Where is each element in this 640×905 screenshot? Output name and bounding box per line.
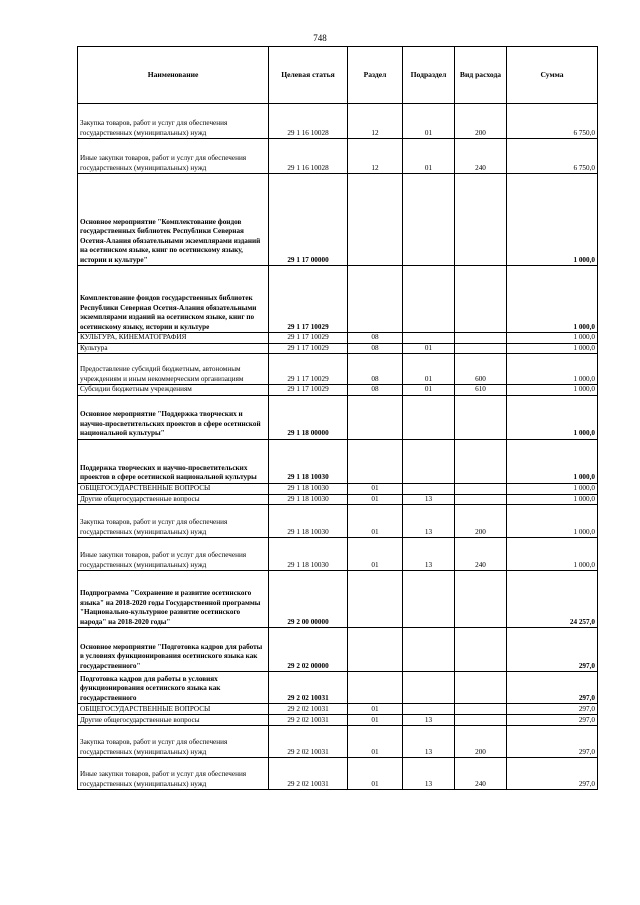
row-target: 29 1 18 10030 <box>269 439 348 483</box>
row-sum: 1 000,0 <box>507 395 598 439</box>
row-target: 29 1 17 10029 <box>269 385 348 396</box>
table-row <box>78 538 598 571</box>
row-subsection: 01 <box>403 343 455 354</box>
row-subsection <box>403 174 455 266</box>
row-target: 29 1 18 10030 <box>269 494 348 505</box>
row-target: 29 2 02 10031 <box>269 715 348 726</box>
row-subsection <box>403 672 455 704</box>
row-expense <box>455 395 507 439</box>
row-section <box>348 439 403 483</box>
row-target: 29 1 18 10030 <box>269 505 348 538</box>
row-section: 12 <box>348 139 403 174</box>
table-row <box>78 343 598 354</box>
row-subsection <box>403 395 455 439</box>
row-expense <box>455 174 507 266</box>
row-target: 29 1 17 10029 <box>269 266 348 333</box>
row-subsection: 01 <box>403 139 455 174</box>
row-sum: 297,0 <box>507 704 598 715</box>
row-expense <box>455 628 507 672</box>
row-target: 29 1 17 00000 <box>269 174 348 266</box>
row-name: Иные закупки товаров, работ и услуг для обеспечения государственных (муниципальных) нужд <box>78 758 269 790</box>
row-section: 08 <box>348 333 403 344</box>
row-name: ОБЩЕГОСУДАРСТВЕННЫЕ ВОПРОСЫ <box>78 704 269 715</box>
table-row <box>78 494 598 505</box>
row-expense <box>455 494 507 505</box>
row-expense <box>455 571 507 628</box>
row-target: 29 1 16 10028 <box>269 139 348 174</box>
row-name: Основное мероприятие "Поддержка творческих и научно-просветительских проектов в сфере осетинской национальной культуры" <box>78 395 269 439</box>
row-sum: 1 000,0 <box>507 494 598 505</box>
row-sum: 24 257,0 <box>507 571 598 628</box>
row-section: 01 <box>348 538 403 571</box>
row-expense: 200 <box>455 726 507 758</box>
row-expense <box>455 333 507 344</box>
row-name: Другие общегосударственные вопросы <box>78 494 269 505</box>
row-sum: 297,0 <box>507 672 598 704</box>
row-name: Закупка товаров, работ и услуг для обеспечения государственных (муниципальных) нужд <box>78 505 269 538</box>
row-expense: 240 <box>455 139 507 174</box>
row-sum: 6 750,0 <box>507 104 598 139</box>
row-name: Основное мероприятие "Комплектование фондов государственных библиотек Республики Северная Осетия-Алания обязательными экземплярами изданий на осетинском языке, книг по осетинскому языку, истории и культуре" <box>78 174 269 266</box>
row-target: 29 1 17 10029 <box>269 333 348 344</box>
row-target: 29 2 02 10031 <box>269 758 348 790</box>
row-subsection: 01 <box>403 104 455 139</box>
row-sum: 1 000,0 <box>507 483 598 494</box>
row-expense: 200 <box>455 505 507 538</box>
row-expense <box>455 715 507 726</box>
row-name: КУЛЬТУРА, КИНЕМАТОГРАФИЯ <box>78 333 269 344</box>
row-subsection <box>403 333 455 344</box>
row-expense <box>455 439 507 483</box>
row-subsection: 13 <box>403 538 455 571</box>
row-subsection <box>403 483 455 494</box>
row-sum: 1 000,0 <box>507 439 598 483</box>
row-expense: 240 <box>455 538 507 571</box>
row-subsection: 13 <box>403 715 455 726</box>
row-section: 08 <box>348 343 403 354</box>
header-subsection: Подраздел <box>403 47 455 104</box>
row-target: 29 1 17 10029 <box>269 343 348 354</box>
row-subsection <box>403 439 455 483</box>
row-sum: 1 000,0 <box>507 174 598 266</box>
row-name: Закупка товаров, работ и услуг для обеспечения государственных (муниципальных) нужд <box>78 726 269 758</box>
row-sum: 297,0 <box>507 726 598 758</box>
row-sum: 297,0 <box>507 715 598 726</box>
row-section: 01 <box>348 758 403 790</box>
row-section: 01 <box>348 715 403 726</box>
row-subsection: 13 <box>403 726 455 758</box>
row-name: Иные закупки товаров, работ и услуг для обеспечения государственных (муниципальных) нужд <box>78 139 269 174</box>
page-number: 748 <box>313 33 327 43</box>
row-section: 01 <box>348 483 403 494</box>
table-row <box>78 483 598 494</box>
table-row <box>78 139 598 174</box>
row-subsection: 01 <box>403 354 455 385</box>
row-name: Другие общегосударственные вопросы <box>78 715 269 726</box>
row-target: 29 1 18 10030 <box>269 483 348 494</box>
row-subsection <box>403 628 455 672</box>
table-row <box>78 672 598 704</box>
row-target: 29 2 02 10031 <box>269 672 348 704</box>
row-subsection: 13 <box>403 494 455 505</box>
row-target: 29 2 02 10031 <box>269 704 348 715</box>
table-row <box>78 385 598 396</box>
row-name: Подпрограмма "Сохранение и развитие осетинского языка" на 2018-2020 годы Государственной программы "Национально-культурное развитие осетинского народа" на 2018-2020 годы" <box>78 571 269 628</box>
row-expense <box>455 672 507 704</box>
row-name: Иные закупки товаров, работ и услуг для обеспечения государственных (муниципальных) нужд <box>78 538 269 571</box>
row-expense: 200 <box>455 104 507 139</box>
row-expense: 600 <box>455 354 507 385</box>
row-section: 12 <box>348 104 403 139</box>
row-section <box>348 395 403 439</box>
row-expense <box>455 483 507 494</box>
row-subsection <box>403 571 455 628</box>
row-subsection: 13 <box>403 505 455 538</box>
table-row <box>78 704 598 715</box>
row-section <box>348 571 403 628</box>
row-target: 29 1 16 10028 <box>269 104 348 139</box>
header-target: Целевая статья <box>269 47 348 104</box>
row-name: Предоставление субсидий бюджетным, автономным учреждениям и иным некоммерческим организациям <box>78 354 269 385</box>
row-target: 29 1 18 10030 <box>269 538 348 571</box>
row-subsection <box>403 266 455 333</box>
table-row <box>78 395 598 439</box>
row-section <box>348 628 403 672</box>
table-body <box>78 104 598 790</box>
header-section: Раздел <box>348 47 403 104</box>
row-expense <box>455 343 507 354</box>
row-target: 29 2 00 00000 <box>269 571 348 628</box>
table-row <box>78 726 598 758</box>
row-sum: 1 000,0 <box>507 343 598 354</box>
row-sum: 297,0 <box>507 758 598 790</box>
row-target: 29 1 17 10029 <box>269 354 348 385</box>
row-section <box>348 266 403 333</box>
row-subsection <box>403 704 455 715</box>
table-row <box>78 505 598 538</box>
budget-table <box>77 46 598 790</box>
table-row <box>78 266 598 333</box>
row-expense <box>455 266 507 333</box>
row-sum: 1 000,0 <box>507 505 598 538</box>
row-subsection: 13 <box>403 758 455 790</box>
row-section: 08 <box>348 385 403 396</box>
row-sum: 297,0 <box>507 628 598 672</box>
table-row <box>78 104 598 139</box>
row-name: Закупка товаров, работ и услуг для обеспечения государственных (муниципальных) нужд <box>78 104 269 139</box>
row-section <box>348 672 403 704</box>
row-name: Подготовка кадров для работы в условиях функционирования осетинского языка как государственного <box>78 672 269 704</box>
table-row <box>78 333 598 344</box>
row-section: 01 <box>348 704 403 715</box>
row-sum: 1 000,0 <box>507 266 598 333</box>
table-header-row <box>78 47 598 104</box>
table-row <box>78 628 598 672</box>
row-section: 08 <box>348 354 403 385</box>
row-expense: 610 <box>455 385 507 396</box>
table-row <box>78 439 598 483</box>
row-subsection: 01 <box>403 385 455 396</box>
row-target: 29 2 02 10031 <box>269 726 348 758</box>
table-row <box>78 758 598 790</box>
row-expense: 240 <box>455 758 507 790</box>
table-row <box>78 571 598 628</box>
row-section: 01 <box>348 726 403 758</box>
row-sum: 1 000,0 <box>507 354 598 385</box>
row-name: Поддержка творческих и научно-просветительских проектов в сфере осетинской национальной культуры <box>78 439 269 483</box>
table-row <box>78 174 598 266</box>
row-section <box>348 174 403 266</box>
row-sum: 6 750,0 <box>507 139 598 174</box>
row-target: 29 2 02 00000 <box>269 628 348 672</box>
row-sum: 1 000,0 <box>507 538 598 571</box>
row-sum: 1 000,0 <box>507 333 598 344</box>
header-sum: Сумма <box>507 47 598 104</box>
row-target: 29 1 18 00000 <box>269 395 348 439</box>
row-expense <box>455 704 507 715</box>
row-sum: 1 000,0 <box>507 385 598 396</box>
row-section: 01 <box>348 505 403 538</box>
table-row <box>78 715 598 726</box>
row-name: Комплектование фондов государственных библиотек Республики Северная Осетия-Алания обязательными экземплярами изданий на осетинском языке, книг по осетинскому языку, истории и культуре <box>78 266 269 333</box>
row-name: Культура <box>78 343 269 354</box>
header-name: Наименование <box>78 47 269 104</box>
row-name: Основное мероприятие "Подготовка кадров для работы в условиях функционирования осетинского языка как государственного" <box>78 628 269 672</box>
header-expense: Вид расхода <box>455 47 507 104</box>
row-name: Субсидии бюджетным учреждениям <box>78 385 269 396</box>
table-row <box>78 354 598 385</box>
row-section: 01 <box>348 494 403 505</box>
row-name: ОБЩЕГОСУДАРСТВЕННЫЕ ВОПРОСЫ <box>78 483 269 494</box>
